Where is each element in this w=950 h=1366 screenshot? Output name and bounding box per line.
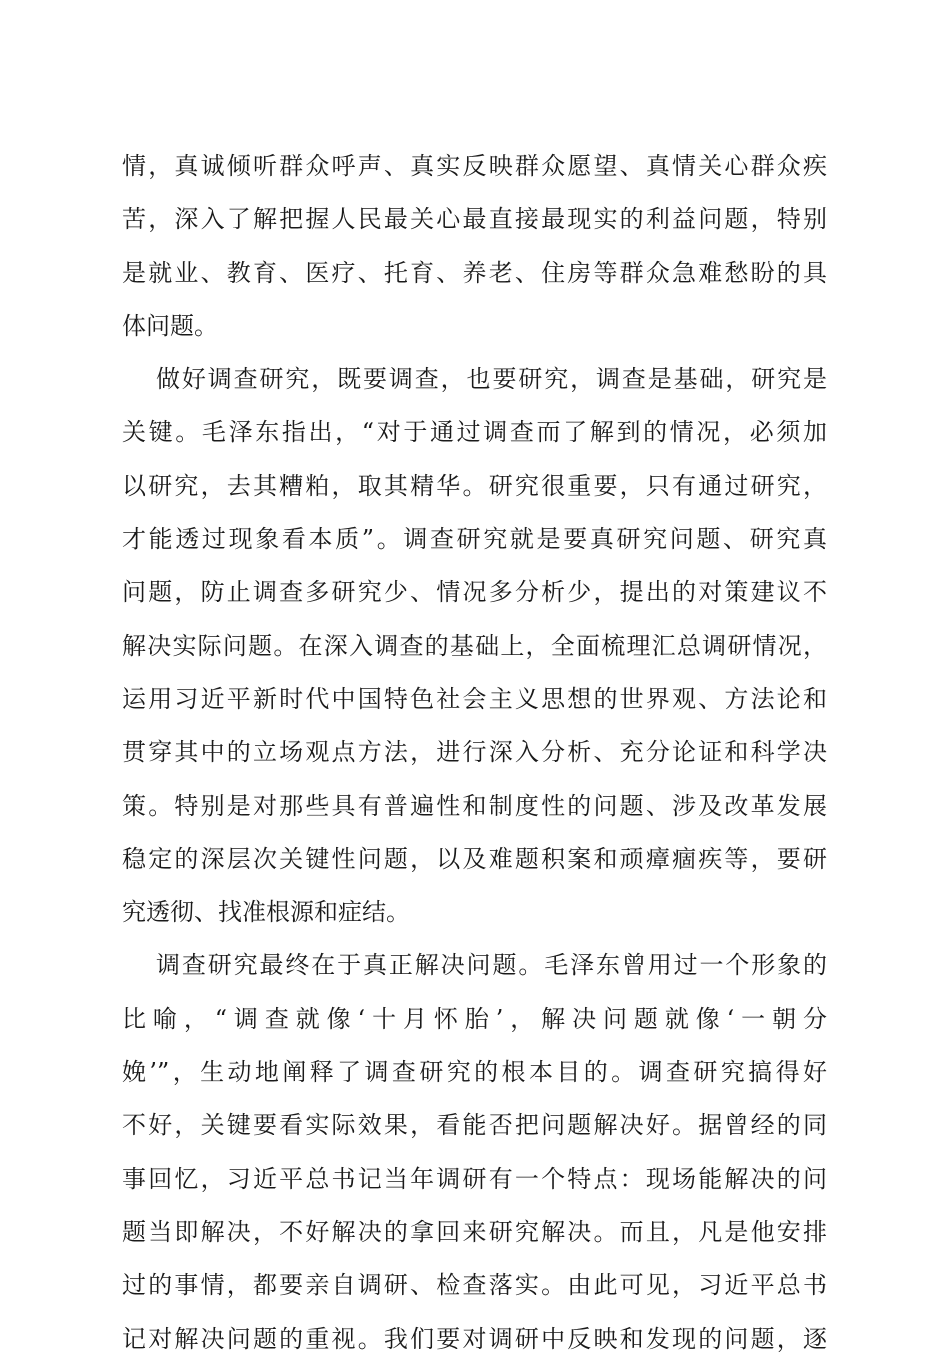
body-text (122, 140, 827, 1366)
text-line: 苦，深入了解把握人民最关心最直接最现实的利益问题，特别 (122, 205, 827, 234)
text-line: 不好，关键要看实际效果，看能否把问题解决好。据曾经的同 (122, 1111, 827, 1140)
text-line: 娩’”，生动地阐释了调查研究的根本目的。调查研究搞得好 (122, 1058, 827, 1087)
text-line: 调查研究最终在于真正解决问题。毛泽东曾用过一个形象的 (156, 951, 827, 980)
text-line: 是就业、教育、医疗、托育、养老、住房等群众急难愁盼的具 (122, 258, 827, 287)
text-line: 究透彻、找准根源和症结。 (122, 898, 410, 927)
text-line: 才能透过现象看本质”。调查研究就是要真研究问题、研究真 (122, 525, 827, 554)
text-line: 稳定的深层次关键性问题，以及难题积案和顽瘴痼疾等，要研 (122, 844, 827, 873)
text-line: 记对解决问题的重视。我们要对调研中反映和发现的问题，逐 (122, 1324, 827, 1353)
text-line: 题当即解决，不好解决的拿回来研究解决。而且，凡是他安排 (122, 1217, 827, 1246)
text-line: 过的事情，都要亲自调研、检查落实。由此可见，习近平总书 (122, 1271, 827, 1300)
text-line: 解决实际问题。在深入调查的基础上，全面梳理汇总调研情况， (122, 631, 827, 660)
text-line: 比喻，“调查就像‘十月怀胎’，解决问题就像‘一朝分 (122, 1004, 827, 1033)
text-line: 贯穿其中的立场观点方法，进行深入分析、充分论证和科学决 (122, 738, 827, 767)
text-line: 事回忆，习近平总书记当年调研有一个特点：现场能解决的问 (122, 1164, 827, 1193)
text-line: 体问题。 (122, 311, 218, 340)
text-line: 策。特别是对那些具有普遍性和制度性的问题、涉及改革发展 (122, 791, 827, 820)
text-line: 关键。毛泽东指出，“对于通过调查而了解到的情况，必须加 (122, 418, 827, 447)
text-line: 情，真诚倾听群众呼声、真实反映群众愿望、真情关心群众疾 (122, 152, 827, 180)
text-line: 做好调查研究，既要调查，也要研究，调查是基础，研究是 (156, 365, 827, 394)
text-line: 问题，防止调查多研究少、情况多分析少，提出的对策建议不 (122, 578, 827, 607)
text-line: 以研究，去其糟粕，取其精华。研究很重要，只有通过研究， (122, 471, 827, 500)
text-line: 运用习近平新时代中国特色社会主义思想的世界观、方法论和 (122, 684, 827, 713)
